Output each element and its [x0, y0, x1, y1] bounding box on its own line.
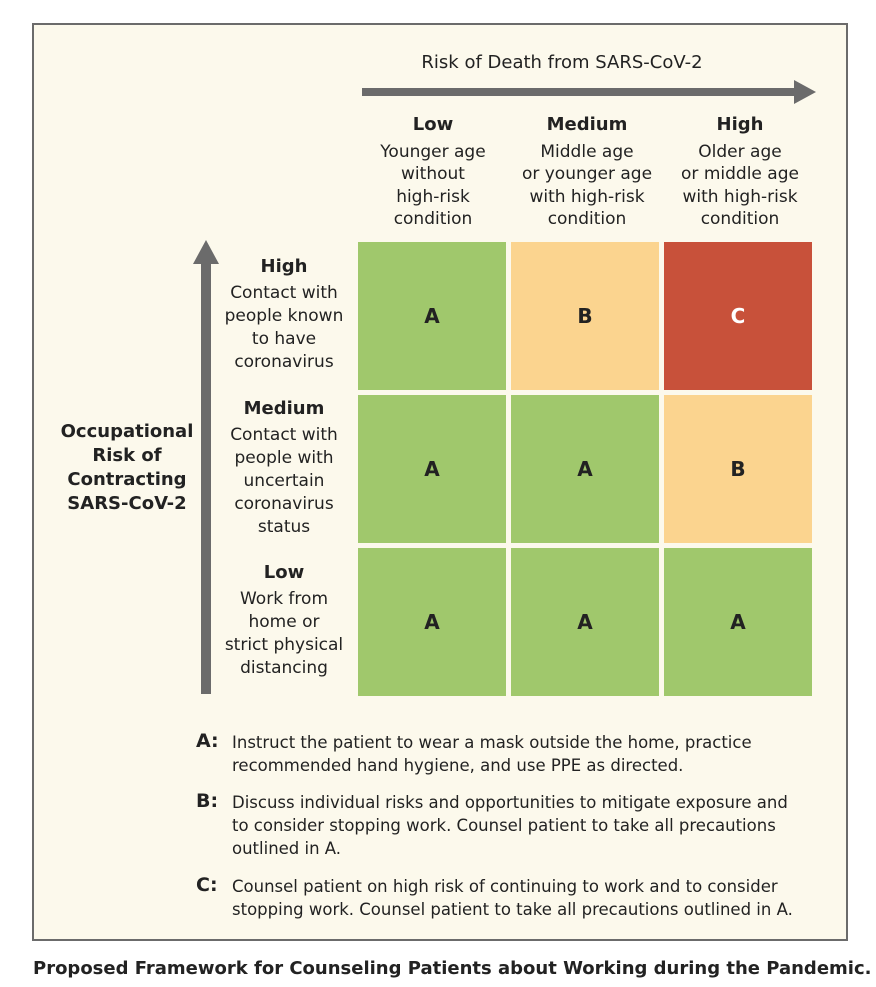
- up-arrow-icon: [193, 240, 219, 264]
- column-level: High: [716, 114, 764, 135]
- legend-line: recommended hand hygiene, and use PPE as directed.: [232, 756, 684, 775]
- matrix-cell-medium-medium: A: [511, 395, 659, 543]
- legend-line: outlined in A.: [232, 839, 342, 858]
- y-axis-title-line: Occupational: [60, 421, 194, 442]
- legend-key: C:: [196, 874, 218, 896]
- row-desc-line: Contact with: [230, 425, 338, 445]
- column-desc-line: condition: [393, 209, 473, 229]
- x-axis-arrow-line: [362, 88, 796, 96]
- matrix-cell-low-low: A: [358, 548, 506, 696]
- row-header-low: [220, 561, 348, 680]
- column-desc-line: or middle age: [681, 164, 799, 184]
- legend-text: [232, 731, 816, 777]
- matrix-cell-high-high: C: [664, 242, 812, 390]
- row-level: High: [260, 256, 308, 277]
- legend-line: stopping work. Counsel patient to take all precautions outlined in A.: [232, 900, 793, 919]
- matrix-cell-low-medium: A: [511, 548, 659, 696]
- column-header-medium: [512, 114, 662, 231]
- right-arrow-icon: [794, 80, 816, 104]
- y-axis-arrow-line: [201, 262, 211, 694]
- legend-key: B:: [196, 790, 219, 812]
- matrix-cell-medium-high: B: [664, 395, 812, 543]
- matrix-cell-low-high: A: [664, 548, 812, 696]
- legend-text: [232, 875, 816, 921]
- column-desc-line: without: [401, 164, 465, 184]
- legend-item-c: [196, 875, 816, 921]
- column-desc-line: or younger age: [521, 164, 653, 184]
- column-header-high: [665, 114, 815, 231]
- row-desc-line: status: [257, 517, 311, 537]
- legend-key: A:: [196, 730, 219, 752]
- matrix-cell-high-medium: B: [511, 242, 659, 390]
- column-desc-line: with high-risk: [529, 186, 645, 207]
- row-desc-line: coronavirus: [234, 352, 334, 372]
- column-desc-line: Middle age: [540, 141, 634, 162]
- row-desc-line: Contact with: [230, 283, 338, 303]
- row-header-medium: [220, 397, 348, 539]
- legend-item-b: [196, 791, 816, 860]
- row-level: Medium: [243, 398, 325, 419]
- column-desc-line: Younger age: [380, 141, 486, 162]
- matrix-cell-high-low: A: [358, 242, 506, 390]
- legend-text: [232, 791, 816, 860]
- figure-caption: Proposed Framework for Counseling Patients about Working during the Pandemic.: [33, 958, 872, 979]
- legend-item-a: [196, 731, 816, 777]
- column-desc-line: high-risk: [396, 186, 470, 207]
- row-header-high: [220, 255, 348, 374]
- row-desc-line: people with: [234, 448, 334, 468]
- column-level: Low: [412, 114, 454, 135]
- row-level: Low: [263, 562, 305, 583]
- row-desc-line: to have: [251, 329, 317, 349]
- column-desc-line: condition: [700, 209, 780, 229]
- legend-line: Instruct the patient to wear a mask outside the home, practice: [232, 733, 752, 752]
- row-desc-line: home or: [248, 612, 320, 632]
- row-desc-line: distancing: [240, 658, 328, 678]
- y-axis-title-line: SARS-CoV-2: [67, 493, 187, 514]
- row-desc-line: Work from: [239, 589, 328, 609]
- column-level: Medium: [546, 114, 628, 135]
- legend-line: Discuss individual risks and opportunities to mitigate exposure and: [232, 793, 788, 812]
- y-axis-title: [58, 420, 196, 516]
- row-desc-line: people known: [224, 306, 344, 326]
- matrix-cell-medium-low: A: [358, 395, 506, 543]
- column-header-low: [358, 114, 508, 231]
- column-desc-line: condition: [547, 209, 627, 229]
- column-desc-line: with high-risk: [682, 186, 798, 207]
- legend-line: Counsel patient on high risk of continuing to work and to consider: [232, 877, 778, 896]
- y-axis-title-line: Contracting: [67, 469, 187, 490]
- row-desc-line: coronavirus: [234, 494, 334, 514]
- row-desc-line: strict physical: [224, 635, 344, 655]
- row-desc-line: uncertain: [243, 471, 325, 491]
- column-desc-line: Older age: [698, 141, 782, 162]
- legend-line: to consider stopping work. Counsel patient to take all precautions: [232, 816, 776, 835]
- y-axis-title-line: Risk of: [92, 445, 162, 466]
- x-axis-title: Risk of Death from SARS-CoV-2: [421, 52, 703, 73]
